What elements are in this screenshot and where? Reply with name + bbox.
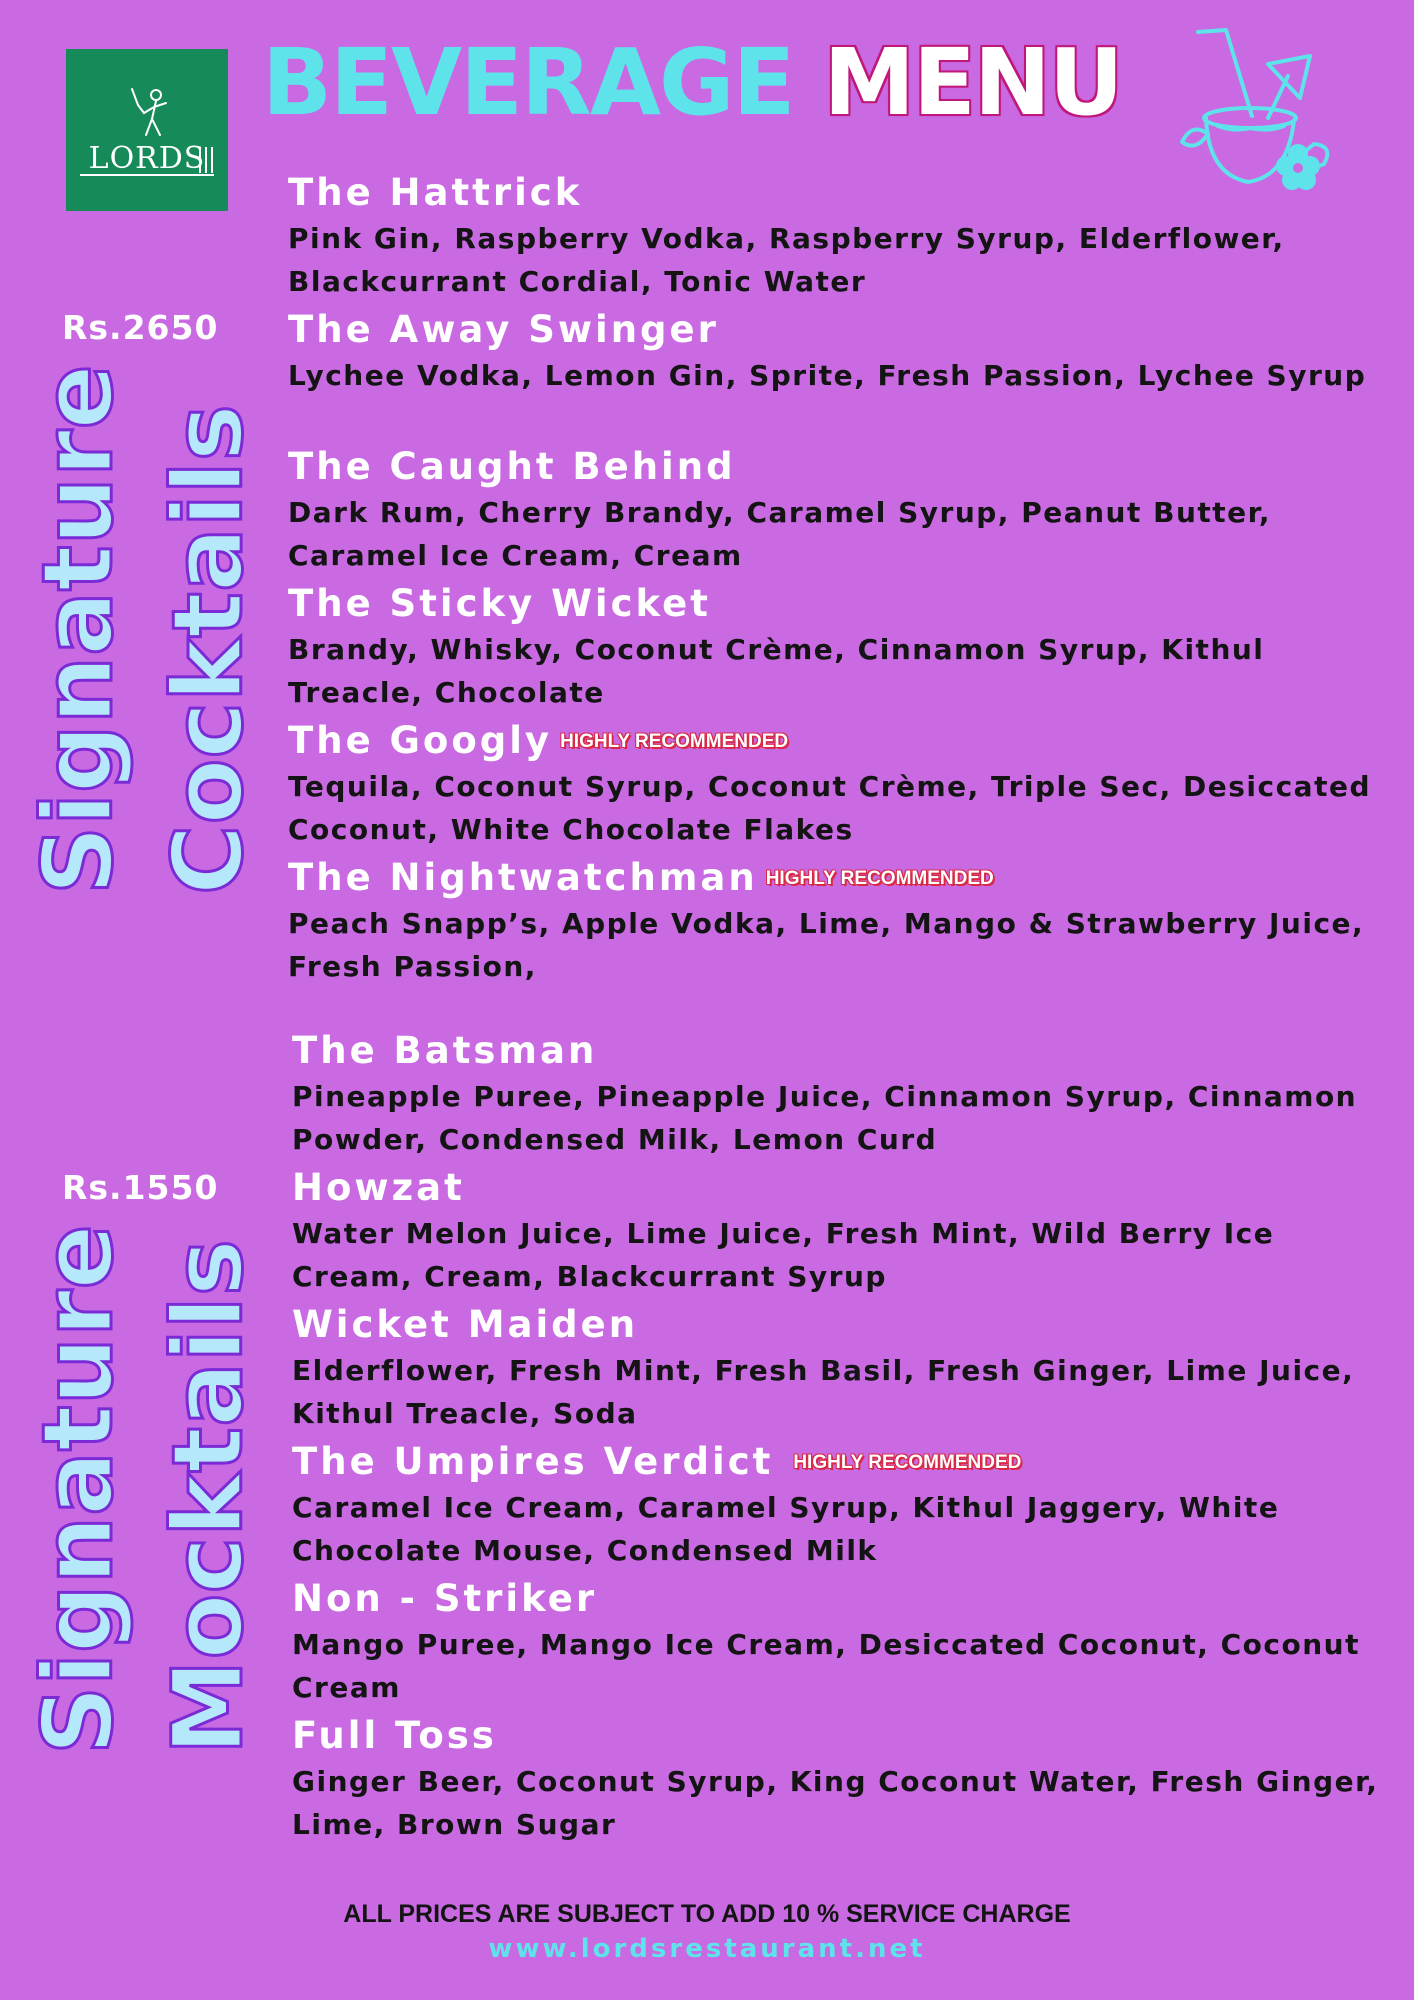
item-description: Mango Puree, Mango Ice Cream, Desiccated Coconut, Coconut Cream — [292, 1628, 1361, 1704]
title-beverage: BEVERAGE — [262, 29, 794, 136]
cocktail-item — [288, 441, 1388, 578]
mocktail-item — [292, 1162, 1392, 1299]
title-menu: MENU — [823, 29, 1122, 136]
highly-recommended-badge: HIGHLY RECOMMENDED — [765, 868, 994, 889]
cocktails-label-line1: Signature — [22, 364, 134, 895]
item-description: Caramel Ice Cream, Caramel Syrup, Kithul Jaggery, White Chocolate Mouse, Condensed Milk — [292, 1491, 1280, 1567]
cocktail-item — [288, 852, 1388, 989]
highly-recommended-badge: HIGHLY RECOMMENDED — [793, 1452, 1022, 1473]
item-description: Dark Rum, Cherry Brandy, Caramel Syrup, Peanut Butter, Caramel Ice Cream, Cream — [288, 496, 1271, 572]
logo-text: LORDS — [88, 141, 206, 176]
cocktail-item — [288, 715, 1388, 852]
mocktail-item — [292, 1299, 1392, 1436]
highly-recommended-badge: HIGHLY RECOMMENDED — [560, 731, 789, 752]
cocktail-item — [288, 578, 1388, 715]
item-description: Elderflower, Fresh Mint, Fresh Basil, Fresh Ginger, Lime Juice, Kithul Treacle, Soda — [292, 1354, 1355, 1430]
item-name: The Batsman — [292, 1028, 598, 1072]
mocktail-item — [292, 1436, 1392, 1573]
cocktail-item — [288, 304, 1388, 441]
item-name: The Away Swinger — [288, 307, 719, 351]
mocktails-label-line2: Mocktails — [152, 1239, 264, 1755]
item-name: Full Toss — [292, 1713, 497, 1757]
item-name: The Googly — [288, 718, 553, 762]
item-description: Peach Snapp’s, Apple Vodka, Lime, Mango & Strawberry Juice, Fresh Passion, — [288, 907, 1365, 983]
mocktails-list — [292, 1025, 1392, 1847]
mocktail-item — [292, 1710, 1392, 1847]
item-description: Brandy, Whisky, Coconut Crème, Cinnamon Syrup, Kithul Treacle, Chocolate — [288, 633, 1265, 709]
item-name: Howzat — [292, 1165, 465, 1209]
item-name: Non - Striker — [292, 1576, 598, 1620]
cocktails-list — [288, 167, 1388, 989]
cocktail-item — [288, 167, 1388, 304]
page-title — [262, 28, 1122, 138]
mocktails-price: Rs.1550 — [62, 1168, 219, 1207]
mocktails-label-line1: Signature — [22, 1224, 134, 1755]
cricketer-logo-icon — [66, 49, 228, 211]
mocktail-item — [292, 1025, 1392, 1162]
item-name: The Sticky Wicket — [288, 581, 711, 625]
item-description: Pink Gin, Raspberry Vodka, Raspberry Syrup, Elderflower, Blackcurrant Cordial, Tonic Water — [288, 222, 1285, 298]
item-name: The Nightwatchman — [288, 855, 758, 899]
cocktails-price: Rs.2650 — [62, 308, 219, 347]
website-link[interactable]: www.lordsrestaurant.net — [488, 1934, 926, 1964]
item-description: Lychee Vodka, Lemon Gin, Sprite, Fresh Passion, Lychee Syrup — [288, 359, 1367, 392]
item-name: The Hattrick — [288, 170, 583, 214]
item-description: Pineapple Puree, Pineapple Juice, Cinnamon Syrup, Cinnamon Powder, Condensed Milk, Lemon Curd — [292, 1080, 1358, 1156]
item-name: The Caught Behind — [288, 444, 736, 488]
cocktails-label-line2: Cocktails — [152, 404, 264, 895]
service-charge-note: ALL PRICES ARE SUBJECT TO ADD 10 % SERVICE CHARGE — [343, 1900, 1071, 1928]
item-name: The Umpires Verdict — [292, 1439, 774, 1483]
item-name: Wicket Maiden — [292, 1302, 639, 1346]
restaurant-logo — [66, 49, 228, 211]
item-description: Water Melon Juice, Lime Juice, Fresh Mint, Wild Berry Ice Cream, Cream, Blackcurrant Syrup — [292, 1217, 1275, 1293]
item-description: Tequila, Coconut Syrup, Coconut Crème, Triple Sec, Desiccated Coconut, White Chocolate Flakes — [288, 770, 1371, 846]
mocktail-item — [292, 1573, 1392, 1710]
item-description: Ginger Beer, Coconut Syrup, King Coconut Water, Fresh Ginger, Lime, Brown Sugar — [292, 1765, 1379, 1841]
